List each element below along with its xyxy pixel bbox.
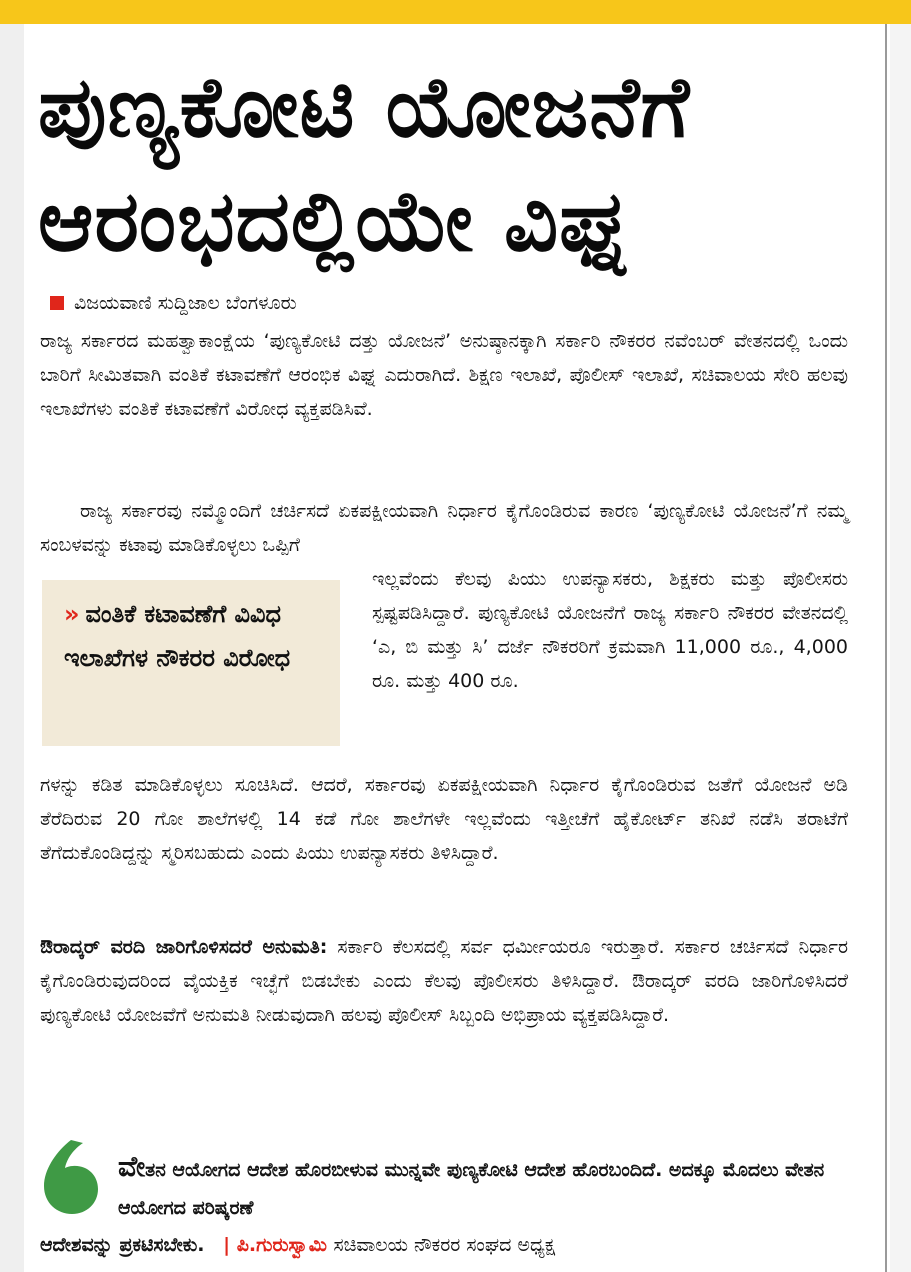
paragraph-4: ಗಳನ್ನು ಕಡಿತ ಮಾಡಿಕೊಳ್ಳಲು ಸೂಚಿಸಿದೆ. ಆದರೆ, ಸರ್ಕಾರವು ಏಕಪಕ್ಷೀಯವಾಗಿ ನಿರ್ಧಾರ ಕೈಗೊಂಡಿರುವ ಜತೆಗೆ ಯೋಜನೆ ಅಡಿ ತೆರೆದಿರುವ 20 ಗೋ ಶಾಲೆಗಳಲ್ಲಿ 14 ಕಡೆ ಗೋ ಶಾಲೆಗಳೇ ಇಲ್ಲವೆಂದು ಇತ್ತೀಚೆಗೆ ಹೈಕೋರ್ಟ್ ತನಿಖೆ ನಡೆಸಿ ತರಾಟೆಗೆ ತೆಗೆದುಕೊಂಡಿದ್ದನ್ನು ಸ್ಮರಿಸಬಹುದು ಎಂದು ಪಿಯು ಉಪನ್ಯಾಸಕರು ತಿಳಿಸಿದ್ದಾರೆ. xyxy=(40,774,848,864)
headline-line-1: ಪುಣ್ಯಕೋಟಿ ಯೋಜನೆಗೆ xyxy=(38,58,691,156)
quote-last-line: ಆದೇಶವನ್ನು ಪ್ರಕಟಿಸಬೇಕು. xyxy=(40,1234,205,1256)
speaker-role: ಸಚಿವಾಲಯ ನೌಕರರ ಸಂಘದ ಅಧ್ಯಕ್ಷ xyxy=(333,1234,556,1256)
headline-line-2: ಆರಂಭದಲ್ಲಿಯೇ ವಿಘ್ನ xyxy=(38,172,635,270)
pull-callout xyxy=(42,580,340,746)
left-margin xyxy=(0,24,24,1272)
paragraph-3: ಇಲ್ಲವೆಂದು ಕೆಲವು ಪಿಯು ಉಪನ್ಯಾಸಕರು, ಶಿಕ್ಷಕರು ಮತ್ತು ಪೊಲೀಸರು ಸ್ಪಷ್ಟಪಡಿಸಿದ್ದಾರೆ. ಪುಣ್ಯಕೋಟಿ ಯೋಜನೆಗೆ ರಾಜ್ಯ ಸರ್ಕಾರಿ ನೌಕರರ ವೇತನದಲ್ಲಿ ‘ಎ, ಬಿ ಮತ್ತು ಸಿ’ ದರ್ಜೆ ನೌಕರರಿಗೆ ಕ್ರಮವಾಗಿ 11,000 ರೂ., 4,000 ರೂ. ಮತ್ತು 400 ರೂ. xyxy=(372,568,848,692)
paragraph-5-text: ಸರ್ಕಾರಿ ಕೆಲಸದಲ್ಲಿ ಸರ್ವ ಧರ್ಮೀಯರೂ ಇರುತ್ತಾರೆ. ಸರ್ಕಾರ ಚರ್ಚಿಸದೆ ನಿರ್ಧಾರ ಕೈಗೊಂಡಿರುವುದರಿಂದ ವೈಯಕ್ತಿಕ ಇಚ್ಛೆಗೆ ಬಿಡಬೇಕು ಎಂದು ಕೆಲವು ಪೊಲೀಸರು ತಿಳಿಸಿದ್ದಾರೆ. ಔರಾದ್ಕರ್ ವರದಿ ಜಾರಿಗೊಳಿಸಿದರೆ ಪುಣ್ಯಕೋಟಿ ಯೋಜವೆಗೆ ಅನುಮತಿ ನೀಡುವುದಾಗಿ ಹಲವು ಪೊಲೀಸ್ ಸಿಬ್ಬಂದಿ ಅಭಿಪ್ರಾಯ ವ್ಯಕ್ತಪಡಿಸಿದ್ದಾರೆ. xyxy=(40,936,849,1026)
quote-dropcap: ವೇ xyxy=(118,1150,146,1183)
quote-attribution xyxy=(40,1228,870,1262)
callout-text: ವಂತಿಕೆ ಕಟಾವಣೆಗೆ ವಿವಿಧ ಇಲಾಖೆಗಳ ನೌಕರರ ವಿರೋಧ xyxy=(64,600,291,672)
byline xyxy=(50,290,297,316)
column-divider xyxy=(885,24,887,1272)
red-square-icon xyxy=(50,296,64,310)
callout-content xyxy=(64,592,334,680)
paragraph-1: ರಾಜ್ಯ ಸರ್ಕಾರದ ಮಹತ್ವಾಕಾಂಕ್ಷೆಯ ‘ಪುಣ್ಯಕೋಟಿ ದತ್ತು ಯೋಜನೆ’ ಅನುಷ್ಠಾನಕ್ಕಾಗಿ ಸರ್ಕಾರಿ ನೌಕರರ ನವೆಂಬರ್ ವೇತನದಲ್ಲಿ ಒಂದು ಬಾರಿಗೆ ಸೀಮಿತವಾಗಿ ವಂತಿಕೆ ಕಟಾವಣೆಗೆ ಆರಂಭಿಕ ವಿಘ್ನ ಎದುರಾಗಿದೆ. ಶಿಕ್ಷಣ ಇಲಾಖೆ, ಪೊಲೀಸ್ ಇಲಾಖೆ, ಸಚಿವಾಲಯ ಸೇರಿ ಹಲವು ಇಲಾಖೆಗಳು ವಂತಿಕೆ ಕಟಾವಣೆಗೆ ವಿರೋಧ ವ್ಯಕ್ತಪಡಿಸಿವೆ. xyxy=(40,330,848,420)
quote-body: ತನ ಆಯೋಗದ ಆದೇಶ ಹೊರಬೀಳುವ ಮುನ್ನವೇ ಪುಣ್ಯಕೋಟಿ ಆದೇಶ ಹೊರಬಂದಿದೆ. ಅದಕ್ಕೂ ಮೊದಲು ವೇತನ ಆಯೋಗದ ಪರಿಷ್ಕರಣೆ xyxy=(118,1159,825,1219)
right-margin xyxy=(890,24,911,1272)
subheading: ಔರಾದ್ಕರ್ ವರದಿ ಜಾರಿಗೊಳಿಸದರೆ ಅನುಮತಿ: xyxy=(40,936,328,958)
attribution-separator: | xyxy=(223,1234,231,1256)
quote-text xyxy=(118,1148,858,1227)
paragraph-5 xyxy=(40,930,848,1032)
byline-text: ವಿಜಯವಾಣಿ ಸುದ್ದಿಜಾಲ ಬೆಂಗಳೂರು xyxy=(74,292,297,314)
double-chevron-icon: » xyxy=(64,600,80,628)
speaker-name: ಪಿ.ಗುರುಸ್ವಾಮಿ xyxy=(236,1234,327,1256)
top-accent-bar xyxy=(0,0,911,24)
quote-mark-icon xyxy=(40,1140,102,1216)
paragraph-2: ರಾಜ್ಯ ಸರ್ಕಾರವು ನಮ್ಮೊಂದಿಗೆ ಚರ್ಚಿಸದೆ ಏಕಪಕ್ಷೀಯವಾಗಿ ನಿರ್ಧಾರ ಕೈಗೊಂಡಿರುವ ಕಾರಣ ‘ಪುಣ್ಯಕೋಟಿ ಯೋಜನೆ’ಗೆ ನಮ್ಮ ಸಂಬಳವನ್ನು ಕಟಾವು ಮಾಡಿಕೊಳ್ಳಲು ಒಪ್ಪಿಗೆ xyxy=(40,500,848,556)
